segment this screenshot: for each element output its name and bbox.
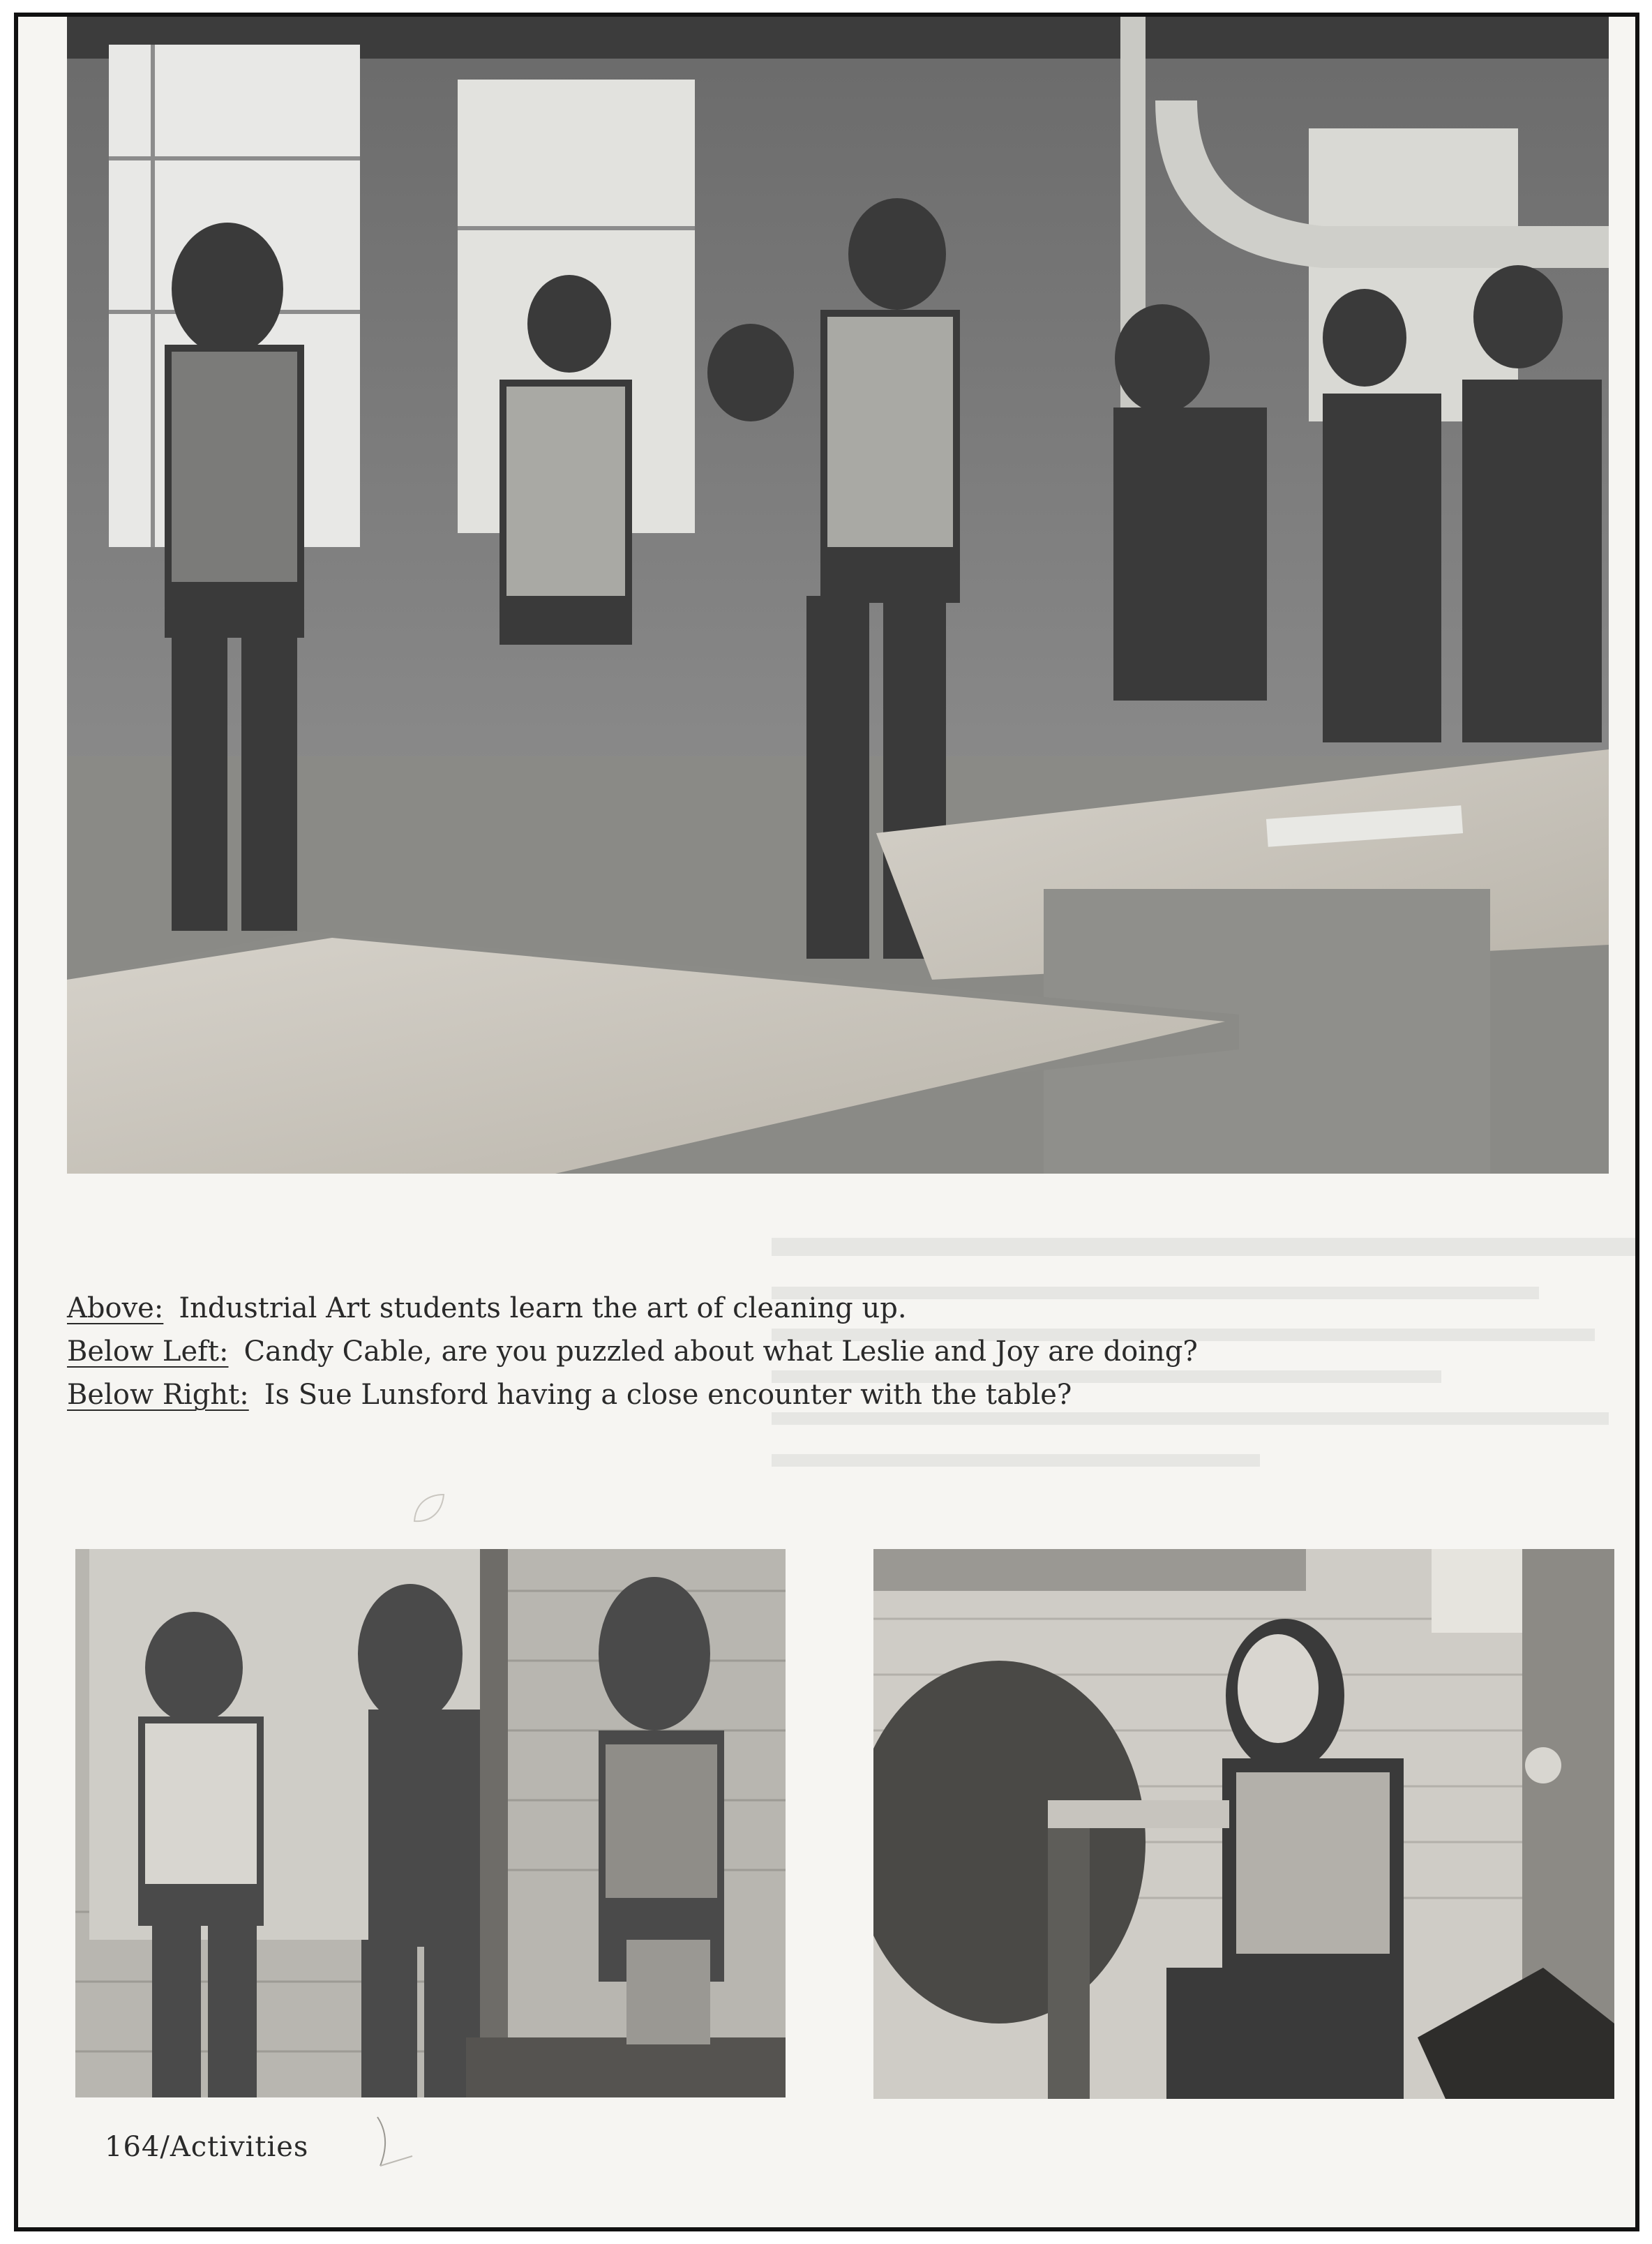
caption-label-below-left: Below Left: [67, 1336, 229, 1368]
caption-below-right [67, 1373, 1602, 1416]
caption-below-left [67, 1330, 1602, 1373]
page-folio: 164/Activities [105, 2131, 309, 2163]
photo-candy-cable-leslie-joy [75, 1549, 786, 2097]
photo-industrial-arts-class [67, 17, 1609, 1174]
caption-text-below-left: Candy Cable, are you puzzled about what Leslie and Joy are doing? [243, 1336, 1198, 1368]
photo-captions [67, 1287, 1602, 1416]
photo-candy-cable-leslie-joy-image [75, 1549, 786, 2097]
caption-text-above: Industrial Art students learn the art of cleaning up. [179, 1292, 907, 1324]
photo-sue-lunsford-image [873, 1549, 1614, 2099]
caption-label-below-right: Below Right: [67, 1379, 249, 1411]
caption-label-above: Above: [67, 1292, 164, 1324]
photo-sue-lunsford [873, 1549, 1614, 2099]
caption-text-below-right: Is Sue Lunsford having a close encounter with the table? [264, 1379, 1072, 1411]
photo-industrial-arts-class-image [67, 17, 1609, 1174]
yearbook-page [14, 13, 1639, 2231]
caption-above [67, 1287, 1602, 1330]
page-tear-mark-icon [370, 2110, 419, 2173]
leaf-blemish-icon [409, 1489, 448, 1528]
